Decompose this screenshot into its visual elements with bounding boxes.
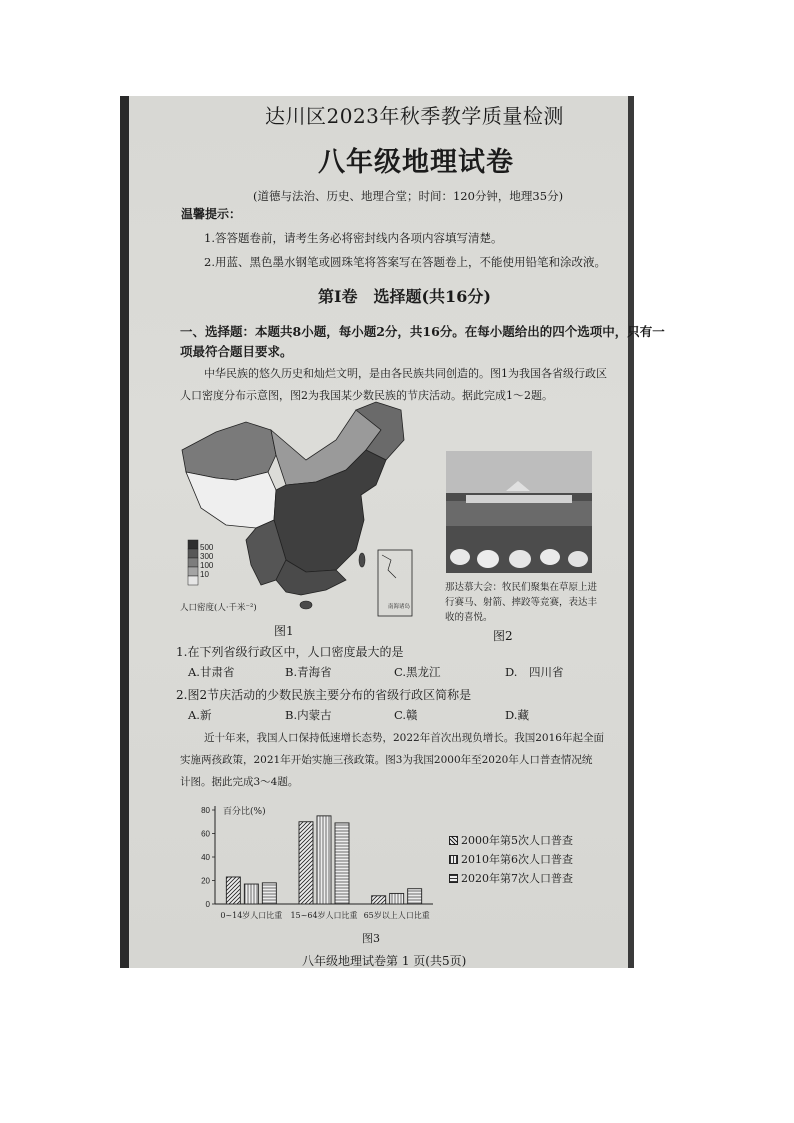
q1-option-a: A.甘肃省 bbox=[188, 665, 235, 679]
chart-y-tick-label: 0 bbox=[205, 900, 210, 909]
q1-option-b: B.青海省 bbox=[285, 665, 332, 679]
chart-ylabel: 百分比(%) bbox=[223, 807, 266, 817]
legend-swatch-2020 bbox=[449, 874, 458, 883]
density-unit-label: 人口密度(人·千米⁻²) bbox=[180, 603, 257, 613]
page-footer: 八年级地理试卷第 1 页(共5页) bbox=[302, 954, 467, 968]
section-instructions-2: 项最符合题目要求。 bbox=[180, 344, 293, 359]
chart-bar bbox=[335, 823, 349, 904]
chart-x-tick-label: 0~14岁人口比重 bbox=[220, 911, 283, 920]
exam-subtitle: (道德与法治、历史、地理合堂；时间：120分钟，地理35分) bbox=[253, 189, 564, 203]
passage2-line1: 近十年来，我国人口保持低速增长态势，2022年首次出现负增长。我国2016年起全面 bbox=[204, 732, 604, 744]
legend-label-2010: 2010年第6次人口普查 bbox=[461, 853, 573, 866]
tips-label: 温馨提示： bbox=[181, 207, 242, 221]
figure1-label: 图1 bbox=[274, 624, 294, 638]
photo-scene bbox=[446, 451, 592, 573]
chart-y-tick-label: 20 bbox=[201, 876, 210, 886]
section-instructions-1: 一、选择题：本题共8小题，每小题2分，共16分。在每小题给出的四个选项中，只有一 bbox=[180, 324, 665, 339]
legend-item-2000 bbox=[449, 832, 573, 848]
chart-y-tick-label: 40 bbox=[201, 853, 210, 862]
tip-2: 2.用蓝、黑色墨水钢笔或圆珠笔将答案写在答题卷上，不能使用铅笔和涂改液。 bbox=[204, 255, 606, 269]
legend-swatch-1 bbox=[188, 540, 198, 549]
passage2-line2: 实施两孩政策，2021年开始实施三孩政策。图3为我国2000年至2020年人口普查情况统 bbox=[180, 754, 593, 766]
legend-swatch-3 bbox=[188, 558, 198, 567]
exam-title-line2: 八年级地理试卷 bbox=[318, 147, 514, 178]
passage1-line1: 中华民族的悠久历史和灿烂文明，是由各民族共同创造的。图1为我国各省级行政区 bbox=[204, 367, 607, 380]
tip-1: 1.答答题卷前，请考生务必将密封线内各项内容填写清楚。 bbox=[204, 231, 503, 245]
legend-value-100: 100 bbox=[200, 561, 214, 570]
chart-bar bbox=[262, 883, 276, 904]
q1-option-d: D. 四川省 bbox=[505, 665, 564, 679]
legend-item-2010 bbox=[449, 851, 573, 867]
legend-value-10: 10 bbox=[200, 570, 209, 579]
passage2-line3: 计图。据此完成3～4题。 bbox=[180, 776, 299, 788]
figure3-label: 图3 bbox=[362, 932, 380, 945]
legend-swatch-5 bbox=[188, 576, 198, 585]
chart-bar bbox=[299, 822, 313, 904]
nadam-festival-photo bbox=[446, 451, 592, 573]
chart-bar bbox=[226, 877, 240, 904]
legend-swatch-2000 bbox=[449, 836, 458, 845]
inset-coast bbox=[382, 555, 396, 578]
legend-swatch-4 bbox=[188, 567, 198, 576]
figure2-label: 图2 bbox=[493, 629, 513, 643]
legend-label-2000: 2000年第5次人口普查 bbox=[461, 834, 573, 847]
map-qinghai-tibet bbox=[186, 472, 276, 528]
legend-swatch-2010 bbox=[449, 855, 458, 864]
exam-title-line1: 达川区2023年秋季教学质量检测 bbox=[265, 104, 564, 128]
legend-value-300: 300 bbox=[200, 552, 214, 561]
chart-x-tick-label: 15~64岁人口比重 bbox=[290, 911, 358, 920]
legend-item-2020 bbox=[449, 870, 573, 886]
chart-bar bbox=[390, 893, 404, 904]
q1-option-c: C.黑龙江 bbox=[394, 665, 441, 679]
q2-option-b: B.内蒙古 bbox=[285, 708, 332, 722]
inset-label: 南海诸岛 bbox=[388, 604, 411, 610]
chart-bar bbox=[372, 896, 386, 904]
photo-caption: 那达慕大会：牧民们聚集在草原上进行赛马、射箭、摔跤等竞赛，表达丰收的喜悦。 bbox=[445, 582, 598, 623]
question1-stem: 1.在下列省级行政区中，人口密度最大的是 bbox=[176, 645, 404, 659]
q2-option-c: C.赣 bbox=[394, 708, 418, 722]
map-hainan bbox=[300, 601, 312, 609]
passage1-line2: 人口密度分布示意图，图2为我国某少数民族的节庆活动。据此完成1～2题。 bbox=[180, 389, 553, 402]
chart-y-tick-label: 80 bbox=[201, 806, 210, 815]
section-title: 第Ⅰ卷 选择题(共16分) bbox=[318, 287, 491, 306]
chart-bar bbox=[317, 816, 331, 904]
chart-bar bbox=[244, 884, 258, 904]
legend-label-2020: 2020年第7次人口普查 bbox=[461, 872, 573, 885]
chart-y-tick-label: 60 bbox=[201, 829, 210, 839]
map-xinjiang-tibet bbox=[182, 422, 276, 480]
q2-option-d: D.藏 bbox=[505, 708, 529, 722]
question2-stem: 2.图2节庆活动的少数民族主要分布的省级行政区简称是 bbox=[176, 688, 472, 702]
legend-swatch-2 bbox=[188, 549, 198, 558]
chart-bar bbox=[408, 889, 422, 904]
scan-left-edge bbox=[120, 96, 129, 968]
population-density-map bbox=[176, 400, 436, 622]
legend-value-500: 500 bbox=[200, 543, 214, 552]
scan-right-edge bbox=[628, 96, 634, 968]
chart-x-tick-label: 65岁以上人口比重 bbox=[363, 911, 430, 920]
q2-option-a: A.新 bbox=[188, 708, 212, 722]
map-taiwan bbox=[359, 553, 365, 567]
